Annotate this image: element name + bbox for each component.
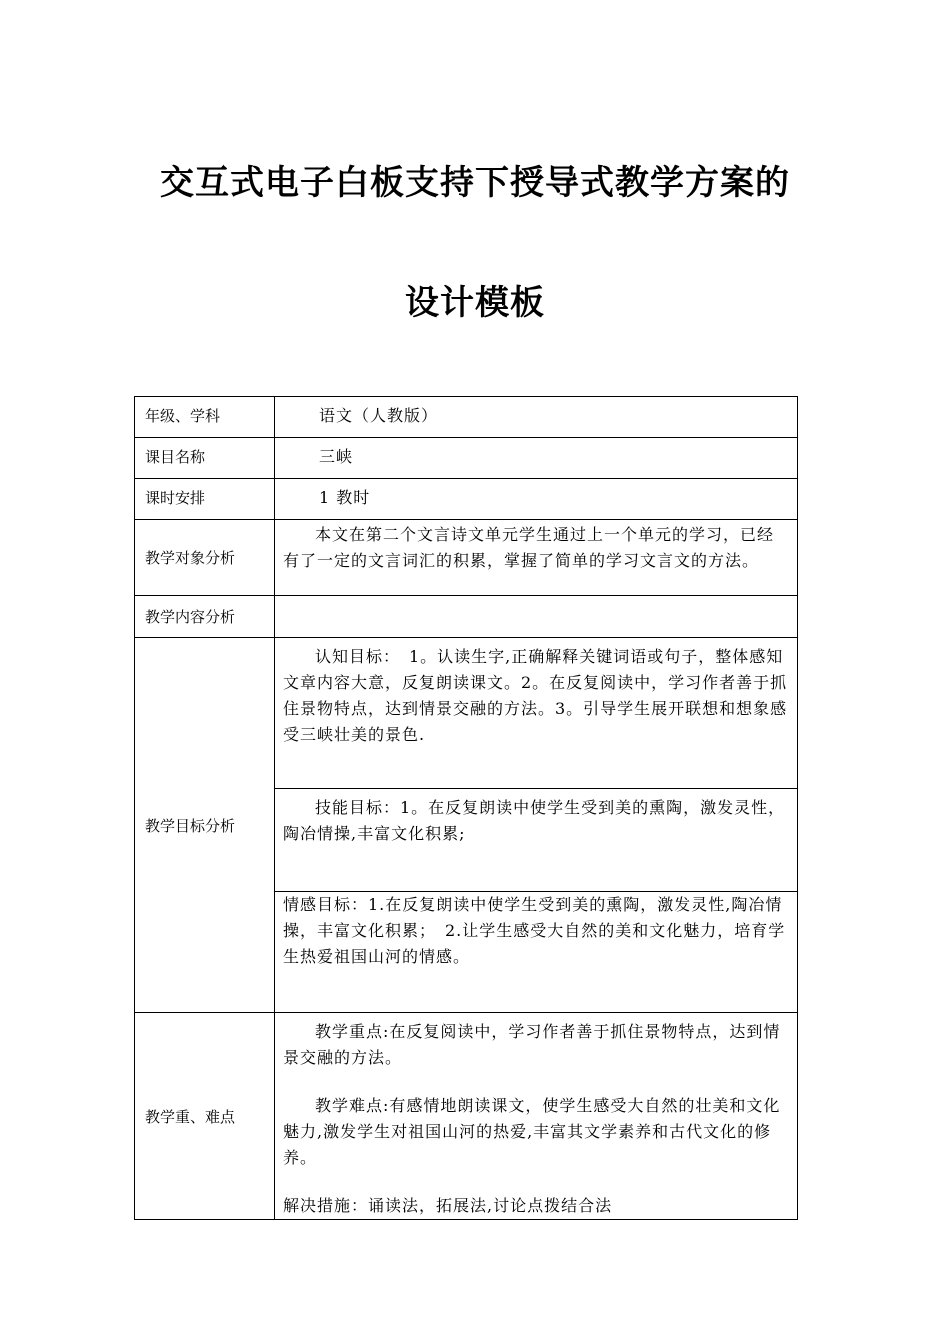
content-label: 教学内容分析	[135, 596, 275, 638]
document-title-line-2: 设计模板	[405, 283, 545, 323]
table-row-cognitive	[135, 638, 798, 789]
objectives-label: 教学目标分析	[135, 638, 275, 1013]
audience-value: 本文在第二个文言诗文单元学生通过上一个单元的学习，已经有了一定的文言词汇的积累，掌握了简单的学习文言文的方法。	[283, 525, 775, 570]
lesson-plan-table	[134, 396, 798, 1220]
cognitive-objective: 认知目标： 1。认读生字,正确解释关键词语或句子，整体感知文章内容大意，反复朗读课文。2。在反复阅读中，学习作者善于抓住景物特点，达到情景交融的方法。3。引导学生展开联想和想象感受三峡壮美的景色.	[283, 647, 788, 744]
course-label: 课目名称	[135, 438, 275, 479]
table-row-grade	[135, 397, 798, 438]
solution-measures: 解决措施：诵读法，拓展法,讨论点拨结合法	[283, 1196, 613, 1215]
audience-label: 教学对象分析	[135, 520, 275, 596]
content-value	[275, 596, 798, 638]
grade-label: 年级、学科	[135, 397, 275, 438]
grade-value: 语文（人教版）	[319, 406, 439, 425]
keypoints-label: 教学重、难点	[135, 1013, 275, 1220]
table-row-audience	[135, 520, 798, 596]
table-row-content	[135, 596, 798, 638]
table-row-hours	[135, 479, 798, 520]
emotion-objective: 情感目标：1.在反复朗读中使学生受到美的熏陶，激发灵性,陶冶情操，丰富文化积累； 2.让学生感受大自然的美和文化魅力，培育学生热爱祖国山河的情感。	[283, 895, 786, 966]
course-value: 三峡	[319, 447, 354, 466]
document-title-line-1: 交互式电子白板支持下授导式教学方案的	[160, 163, 790, 203]
key-point: 教学重点:在反复阅读中，学习作者善于抓住景物特点，达到情景交融的方法。	[283, 1022, 781, 1067]
table-row-keypoints	[135, 1013, 798, 1220]
hours-label: 课时安排	[135, 479, 275, 520]
skill-objective: 技能目标：1。在反复朗读中使学生受到美的熏陶，激发灵性，陶冶情操,丰富文化积累;	[283, 798, 786, 843]
table-row-course	[135, 438, 798, 479]
hours-value: 1 教时	[319, 488, 371, 507]
difficult-point: 教学难点:有感情地朗读课文，使学生感受大自然的壮美和文化魅力,激发学生对祖国山河的热爱,丰富其文学素养和古代文化的修养。	[283, 1096, 781, 1167]
